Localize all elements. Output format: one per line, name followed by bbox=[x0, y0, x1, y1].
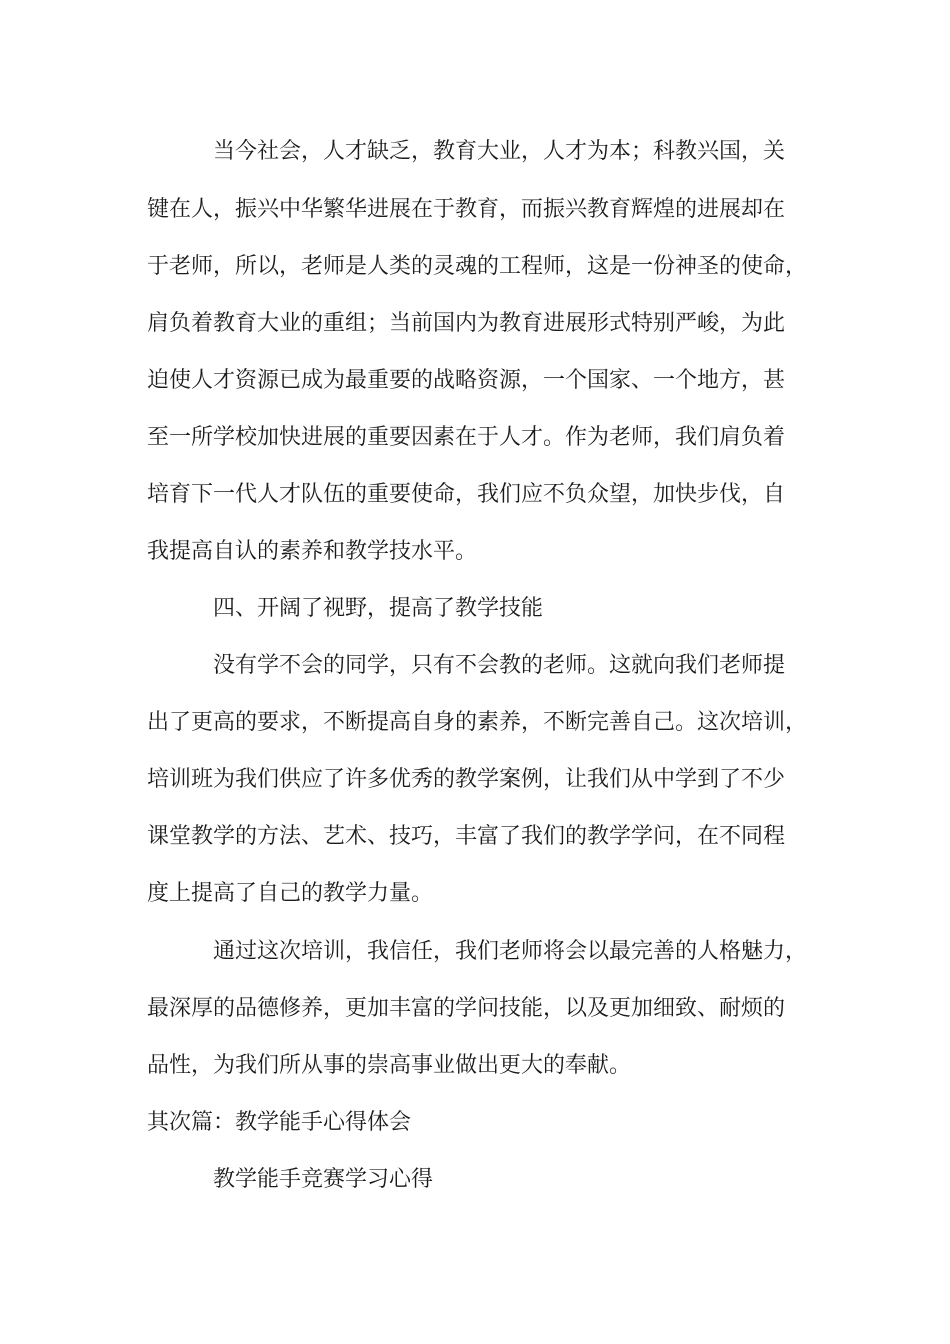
paragraph-line: 课堂教学的方法、艺术、技巧，丰富了我们的教学学问，在不同程 bbox=[147, 824, 786, 849]
paragraph-line: 迫使人才资源已成为最重要的战略资源，一个国家、一个地方，甚 bbox=[147, 368, 786, 393]
paragraph-line: 品性，为我们所从事的崇高事业做出更大的奉献。 bbox=[147, 1053, 632, 1078]
paragraph-line: 培育下一代人才队伍的重要使命，我们应不负众望，加快步伐，自 bbox=[147, 482, 786, 507]
subtitle: 教学能手竞赛学习心得 bbox=[213, 1167, 434, 1192]
chapter-title: 其次篇：教学能手心得体会 bbox=[147, 1110, 412, 1135]
paragraph-line: 没有学不会的同学，只有不会教的老师。这就向我们老师提 bbox=[213, 653, 786, 678]
paragraph-line: 键在人，振兴中华繁华进展在于教育，而振兴教育辉煌的进展却在 bbox=[147, 197, 786, 222]
paragraph-line: 至一所学校加快进展的重要因素在于人才。作为老师，我们肩负着 bbox=[147, 425, 786, 450]
paragraph-line: 度上提高了自己的教学力量。 bbox=[147, 881, 434, 906]
paragraph-line: 于老师，所以，老师是人类的灵魂的工程师，这是一份神圣的使命， bbox=[147, 254, 808, 279]
paragraph-line: 出了更高的要求，不断提高自身的素养，不断完善自己。这次培训， bbox=[147, 710, 808, 735]
paragraph-line: 培训班为我们供应了许多优秀的教学案例，让我们从中学到了不少 bbox=[147, 767, 786, 792]
paragraph-line: 当今社会，人才缺乏，教育大业，人才为本；科教兴国，关 bbox=[213, 139, 786, 164]
paragraph-line: 通过这次培训，我信任，我们老师将会以最完善的人格魅力， bbox=[213, 939, 808, 964]
paragraph-line: 肩负着教育大业的重组；当前国内为教育进展形式特别严峻，为此 bbox=[147, 311, 786, 336]
paragraph-line: 我提高自认的素养和教学技水平。 bbox=[147, 539, 478, 564]
section-heading: 四、开阔了视野，提高了教学技能 bbox=[213, 596, 544, 621]
paragraph-line: 最深厚的品德修养，更加丰富的学问技能，以及更加细致、耐烦的 bbox=[147, 996, 786, 1021]
